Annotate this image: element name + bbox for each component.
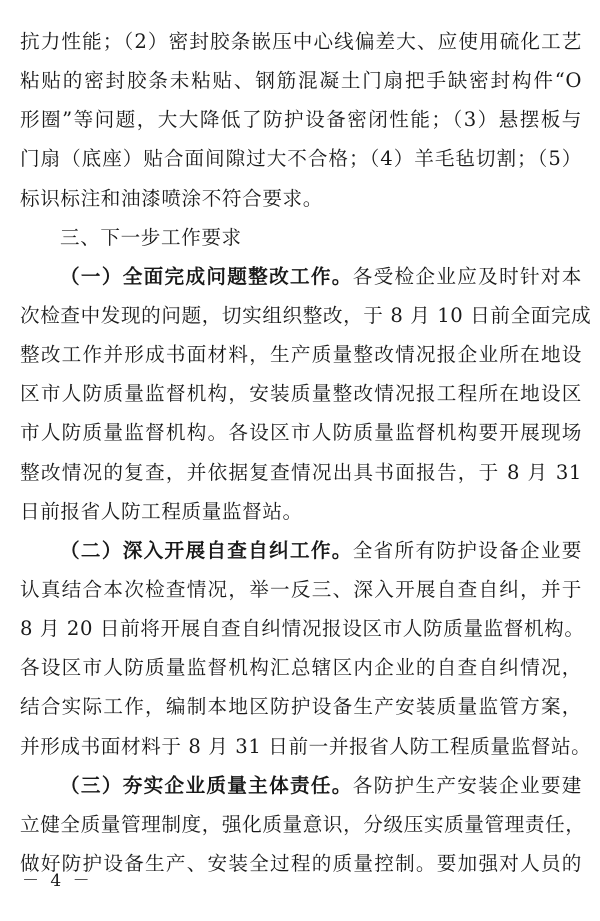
- paragraph-line: 8 月 20 日前将开展自查自纠情况报设区市人防质量监督机构。: [20, 617, 585, 640]
- item-title: （三）夯实企业质量主体责任。: [60, 774, 353, 797]
- item-first-line: [60, 770, 582, 802]
- paragraph-line: 认真结合本次检查情况，举一反三、深入开展自查自纠，并于: [20, 578, 582, 601]
- paragraph-line: 各设区市人防质量监督机构汇总辖区内企业的自查自纠情况，: [20, 656, 582, 679]
- paragraph-line: 做好防护设备生产、安装全过程的质量控制。要加强对人员的: [20, 852, 582, 875]
- item-text: 各受检企业应及时针对本: [352, 265, 582, 288]
- item-title: （二）深入开展自查自纠工作。: [60, 539, 353, 562]
- paragraph-line: 次检查中发现的问题，切实组织整改，于 8 月 10 日前全面完成: [20, 304, 592, 327]
- item-first-line: [60, 261, 582, 293]
- paragraph-line: 区市人防质量监督机构，安装质量整改情况报工程所在地设区: [20, 382, 582, 405]
- item-first-line: [60, 535, 582, 567]
- paragraph-line: 日前报省人防工程质量监督站。: [20, 500, 303, 523]
- paragraph-line: 整改工作并形成书面材料，生产质量整改情况报企业所在地设: [20, 343, 582, 366]
- paragraph-line: 并形成书面材料于 8 月 31 日前一并报省人防工程质量监督站。: [20, 735, 592, 758]
- paragraph-line: 立健全质量管理制度，强化质量意识，分级压实质量管理责任，: [20, 813, 586, 836]
- section-heading: 三、下一步工作要求: [60, 226, 242, 249]
- paragraph-line: 粘贴的密封胶条未粘贴、钢筋混凝土门扇把手缺密封构件“O: [20, 69, 582, 92]
- item-text: 全省所有防护设备企业要: [352, 539, 582, 562]
- paragraph-line: 标识标注和油漆喷涂不符合要求。: [20, 187, 323, 210]
- paragraph-line: 市人防质量监督机构。各设区市人防质量监督机构要开展现场: [20, 421, 582, 444]
- paragraph-line: 结合实际工作，编制本地区防护设备生产安装质量监管方案，: [20, 695, 582, 718]
- paragraph-line: 形圈”等问题，大大降低了防护设备密闭性能；（3）悬摆板与: [20, 108, 582, 131]
- paragraph-line: 整改情况的复查，并依据复查情况出具书面报告，于 8 月 31: [20, 461, 582, 484]
- paragraph-line: 门扇（底座）贴合面间隙过大不合格；（4）羊毛毡切割；（5）: [20, 147, 582, 170]
- page-number: － 4 －: [22, 871, 93, 891]
- paragraph-line: 抗力性能；（2）密封胶条嵌压中心线偏差大、应使用硫化工艺: [20, 30, 582, 53]
- item-title: （一）全面完成问题整改工作。: [60, 265, 353, 288]
- item-text: 各防护生产安装企业要建: [352, 774, 582, 797]
